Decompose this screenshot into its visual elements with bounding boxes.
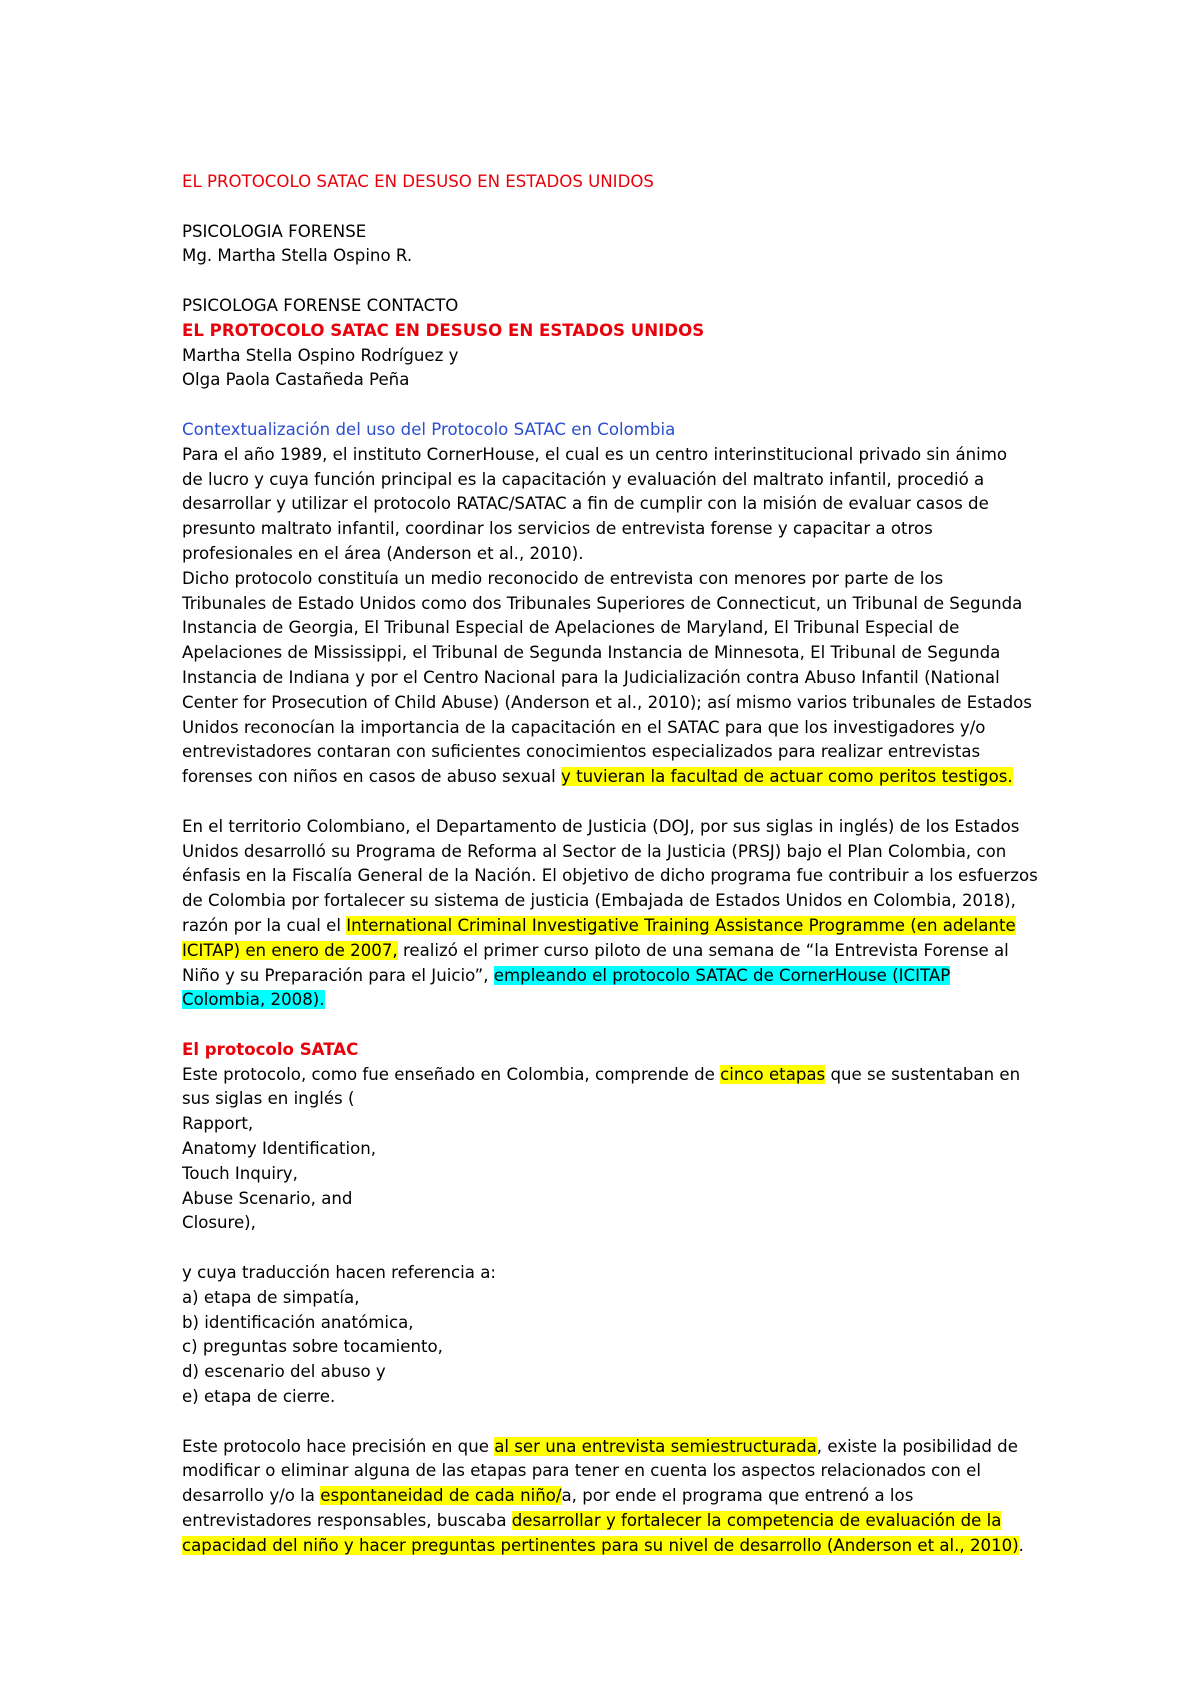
stage-en-item: Closure), [182, 1213, 256, 1233]
document-title-bold: EL PROTOCOLO SATAC EN DESUSO EN ESTADOS UNIDOS [182, 320, 705, 340]
stage-es-item: d) escenario del abuso y [182, 1362, 386, 1382]
paragraph-line: Para el año 1989, el instituto CornerHouse, el cual es un centro interinstitucional privado sin ánimo [182, 444, 1008, 464]
paragraph-line [182, 1484, 1042, 1509]
text-run: realizó el primer curso piloto de una semana de “la Entrevista Forense al [397, 940, 1009, 960]
text-run: entrevistadores responsables, buscaba [182, 1511, 512, 1531]
stage-en-item: Rapport, [182, 1114, 254, 1134]
stage-es-item: e) etapa de cierre. [182, 1387, 336, 1407]
stage-en-item: Touch Inquiry, [182, 1163, 298, 1183]
paragraph-line: énfasis en la Fiscalía General de la Nación. El objetivo de dicho programa fue contribuir a los esfuerzos [182, 866, 1038, 886]
author-short: Mg. Martha Stella Ospino R. [182, 246, 413, 266]
text-run: Este protocolo, como fue enseñado en Colombia, comprende de [182, 1064, 721, 1084]
paragraph-line [182, 939, 1042, 964]
paragraph-line [182, 1435, 1042, 1460]
paragraph-line: de lucro y cuya función principal es la capacitación y evaluación del maltrato infantil, procedió a [182, 469, 985, 489]
paragraph-line [182, 1534, 1042, 1559]
paragraph-line: presunto maltrato infantil, coordinar los servicios de entrevista forense y capacitar a otros [182, 519, 933, 539]
highlighted-text: y tuvieran la facultad de actuar como peritos testigos. [561, 767, 1013, 787]
document-title: EL PROTOCOLO SATAC EN DESUSO EN ESTADOS UNIDOS [182, 172, 654, 191]
stage-en-item: Abuse Scenario, and [182, 1188, 353, 1208]
paragraph-line [182, 1509, 1042, 1534]
section-heading-protocol: El protocolo SATAC [182, 1039, 359, 1059]
text-run: desarrollo y/o la [182, 1486, 321, 1506]
section-heading-context: Contextualización del uso del Protocolo SATAC en Colombia [182, 419, 676, 439]
paragraph-line: de Colombia por fortalecer su sistema de justicia (Embajada de Estados Unidos en Colombia, 2018), [182, 891, 1016, 911]
contact-line: PSICOLOGA FORENSE CONTACTO [182, 295, 459, 315]
paragraph-line: sus siglas en inglés ( [182, 1089, 355, 1109]
highlighted-text: capacidad del niño y hacer preguntas pertinentes para su nivel de desarrollo (Anderson et al., 2010) [182, 1535, 1019, 1555]
paragraph-line [182, 1063, 1042, 1088]
paragraph-line: modificar o eliminar alguna de las etapas para tener en cuenta los aspectos relacionados con el [182, 1461, 981, 1481]
text-run: que se sustentaban en [825, 1064, 1021, 1084]
paragraph-line: entrevistadores contaran con suficientes conocimientos especializados para realizar entrevistas [182, 742, 981, 762]
paragraph-line: Tribunales de Estado Unidos como dos Tribunales Superiores de Connecticut, un Tribunal de Segunda [182, 593, 1023, 613]
text-run: , existe la posibilidad de [816, 1436, 1018, 1456]
text-run: razón por la cual el [182, 915, 347, 935]
paragraph-line [182, 914, 1042, 939]
paragraph-line: Unidos desarrolló su Programa de Reforma al Sector de la Justicia (PRSJ) bajo el Plan Colombia, con [182, 841, 1007, 861]
paragraph-line [182, 988, 1042, 1013]
paragraph-line: Unidos reconocían la importancia de la capacitación en el SATAC para que los investigadores y/o [182, 717, 986, 737]
highlighted-text: espontaneidad de cada niño/ [320, 1486, 562, 1506]
text-run: . [1018, 1535, 1024, 1555]
highlighted-text: International Criminal Investigative Training Assistance Programme (en adelante [346, 915, 1016, 935]
paragraph-line: En el territorio Colombiano, el Departamento de Justicia (DOJ, por sus siglas in inglés) de los Estados [182, 816, 1020, 836]
author-line: Olga Paola Castañeda Peña [182, 370, 410, 390]
highlighted-text-cyan: empleando el protocolo SATAC de CornerHouse (ICITAP [493, 965, 951, 985]
paragraph-line: Dicho protocolo constituía un medio reconocido de entrevista con menores por parte de los [182, 568, 944, 588]
translation-intro: y cuya traducción hacen referencia a: [182, 1263, 496, 1283]
highlighted-text: cinco etapas [720, 1064, 826, 1084]
highlighted-text-cyan: Colombia, 2008). [182, 990, 325, 1010]
paragraph-line: Instancia de Georgia, El Tribunal Especial de Apelaciones de Maryland, El Tribunal Especial de [182, 618, 960, 638]
paragraph-line [182, 765, 1042, 790]
text-run: Niño y su Preparación para el Juicio”, [182, 965, 494, 985]
highlighted-text: desarrollar y fortalecer la competencia de evaluación de la [511, 1511, 1002, 1531]
document-body [182, 170, 1042, 1559]
text-run: Este protocolo hace precisión en que [182, 1436, 495, 1456]
subject-line: PSICOLOGIA FORENSE [182, 221, 367, 241]
paragraph-line: desarrollar y utilizar el protocolo RATAC/SATAC a fin de cumplir con la misión de evaluar casos de [182, 494, 989, 514]
paragraph-line: Apelaciones de Mississippi, el Tribunal de Segunda Instancia de Minnesota, El Tribunal de Segunda [182, 643, 1001, 663]
author-line: Martha Stella Ospino Rodríguez y [182, 345, 459, 365]
paragraph-line: Center for Prosecution of Child Abuse) (Anderson et al., 2010); así mismo varios tribunales de Estados [182, 692, 1032, 712]
stage-es-item: b) identificación anatómica, [182, 1312, 414, 1332]
text-run: a, por ende el programa que entrenó a los [561, 1486, 914, 1506]
paragraph-line: Instancia de Indiana y por el Centro Nacional para la Judicialización contra Abuso Infantil (National [182, 667, 1000, 687]
highlighted-text: al ser una entrevista semiestructurada [494, 1436, 817, 1456]
stage-es-item: c) preguntas sobre tocamiento, [182, 1337, 443, 1357]
paragraph-line: profesionales en el área (Anderson et al., 2010). [182, 543, 584, 563]
highlighted-text: ICITAP) en enero de 2007, [182, 940, 398, 960]
stage-es-item: a) etapa de simpatía, [182, 1287, 360, 1307]
stage-en-item: Anatomy Identification, [182, 1139, 377, 1159]
text-run: forenses con niños en casos de abuso sexual [182, 767, 562, 787]
paragraph-line [182, 964, 1042, 989]
